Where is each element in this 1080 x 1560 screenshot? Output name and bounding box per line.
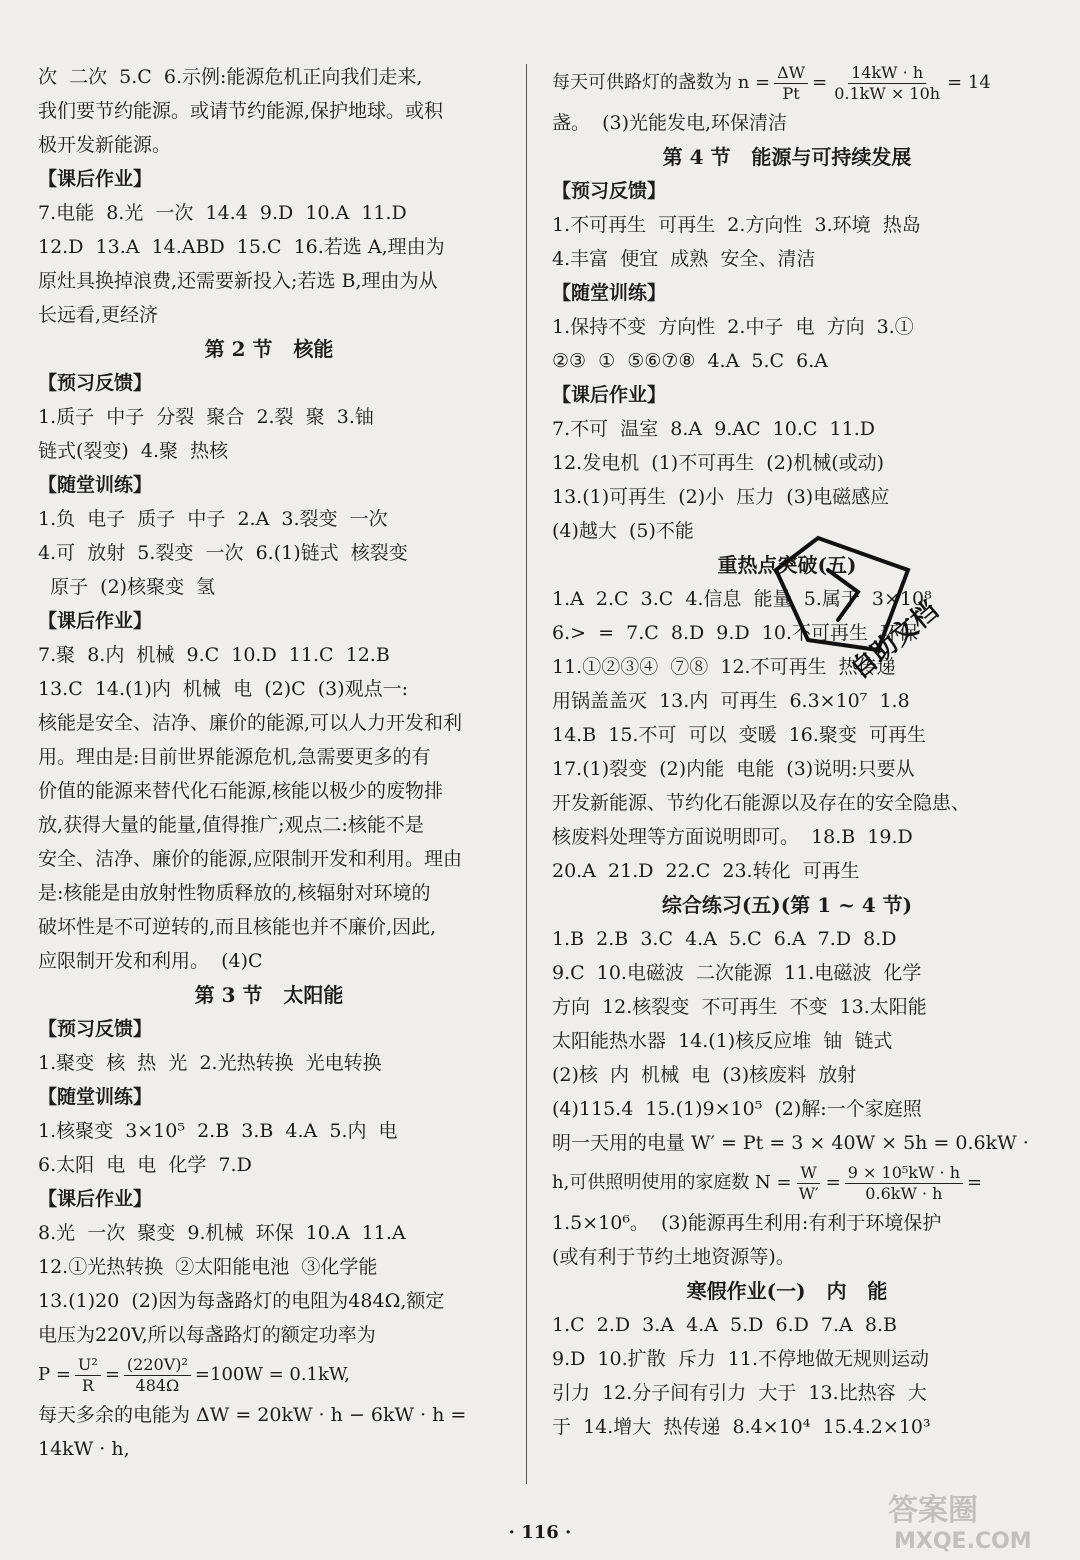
fraction [831, 63, 943, 104]
equals-sign: = [812, 72, 828, 93]
section-tag: 【课后作业】 [552, 384, 667, 406]
section-tag: 【随堂训练】 [38, 474, 153, 496]
numerator: 14kW · h [848, 63, 926, 84]
text-line: 1.核聚变 3×10⁵ 2.B 3.B 4.A 5.内 电 [38, 1120, 398, 1142]
section-tag: 【随堂训练】 [552, 282, 667, 304]
text-line: 7.不可 温室 8.A 9.AC 10.C 11.D [552, 418, 875, 440]
text-line: 1.质子 中子 分裂 聚合 2.裂 聚 3.铀 [38, 406, 374, 428]
denominator: 484Ω [135, 1375, 180, 1395]
formula-rhs: = 14 [947, 72, 991, 93]
text-line: 盏。 (3)光能发电,环保清洁 [552, 112, 788, 134]
text-line: 1.保持不变 方向性 2.中子 电 方向 3.① [552, 316, 914, 338]
power-formula [38, 1352, 500, 1398]
section-heading: 第 2 节 核能 [204, 337, 334, 361]
denominator: 0.6kW · h [865, 1183, 943, 1203]
text-line: 12.发电机 (1)不可再生 (2)机械(或动) [552, 452, 885, 474]
text-line: 于 14.增大 热传递 8.4×10⁴ 15.4.2×10³ [552, 1416, 931, 1438]
text-line: (4)越大 (5)不能 [552, 520, 694, 542]
text-line: 我们要节约能源。或请节约能源,保护地球。或积 [38, 100, 444, 122]
equals-sign: = [104, 1364, 120, 1385]
text-line: 14kW · h, [38, 1438, 130, 1460]
text-line: 1.负 电子 质子 中子 2.A 3.裂变 一次 [38, 508, 388, 530]
text-line: 安全、洁净、廉价的能源,应限制开发和利用。理由 [38, 848, 463, 870]
text-line: 用锅盖盖灭 13.内 可再生 6.3×10⁷ 1.8 [552, 690, 910, 712]
text-line: 4.可 放射 5.裂变 一次 6.(1)链式 核裂变 [38, 542, 408, 564]
text-line: 应限制开发和利用。 (4)C [38, 950, 263, 972]
text-line: 原子 (2)核聚变 氢 [38, 576, 216, 598]
section-heading: 寒假作业(一) 内 能 [686, 1279, 888, 1303]
svg-text:自助文档: 自助文档 [845, 595, 945, 686]
denominator: Pt [782, 83, 800, 103]
formula-rhs: =100W = 0.1kW, [194, 1364, 350, 1385]
fraction [124, 1355, 191, 1396]
text-line: 13.(1)20 (2)因为每盏路灯的电阻为484Ω,额定 [38, 1290, 445, 1312]
section-heading: 第 4 节 能源与可持续发展 [662, 145, 912, 169]
numerator: 9 × 10⁵kW · h [845, 1163, 963, 1184]
text-line: 用。理由是:目前世界能源危机,急需要更多的有 [38, 746, 431, 768]
section-tag: 【随堂训练】 [38, 1086, 153, 1108]
text-line: 开发新能源、节约化石能源以及存在的安全隐患、 [552, 792, 971, 814]
text-line: 1.A 2.C 3.C 4.信息 能量 5.属于 3×10⁸ [552, 588, 932, 610]
text-line: (2)核 内 机械 电 (3)核废料 放射 [552, 1064, 857, 1086]
text-line: 是:核能是由放射性物质释放的,核辐射对环境的 [38, 882, 431, 904]
section-tag: 【预习反馈】 [38, 372, 153, 394]
text-line: 11.①②③④ ⑦⑧ 12.不可再生 热传递 [552, 656, 896, 678]
text-line: 明一天用的电量 W′ = Pt = 3 × 40W × 5h = 0.6kW · [552, 1132, 1029, 1154]
left-column [38, 60, 500, 1466]
text-line: 核能是安全、洁净、廉价的能源,可以人力开发和利 [38, 712, 463, 734]
svg-text:答案圈: 答案圈 [888, 1493, 978, 1528]
text-line: 9.C 10.电磁波 二次能源 11.电磁波 化学 [552, 962, 922, 984]
text-line: 17.(1)裂变 (2)内能 电能 (3)说明:只要从 [552, 758, 915, 780]
fraction [796, 1163, 822, 1204]
numerator: U² [75, 1355, 101, 1376]
text-line: 12.D 13.A 14.ABD 15.C 16.若选 A,理由为 [38, 236, 445, 258]
right-column [552, 60, 1029, 1444]
denominator: W′ [798, 1183, 819, 1203]
text-line: 9.D 10.扩散 斥力 11.不停地做无规则运动 [552, 1348, 930, 1370]
svg-text:MXQE.COM: MXQE.COM [894, 1529, 1032, 1554]
denominator: 0.1kW × 10h [834, 83, 941, 103]
text-line: 8.光 一次 聚变 9.机械 环保 10.A 11.A [38, 1222, 406, 1244]
formula-lhs: h,可供照明使用的家庭数 N = [552, 1172, 792, 1193]
text-line: 1.B 2.B 3.C 4.A 5.C 6.A 7.D 8.D [552, 928, 897, 950]
denominator: R [81, 1375, 94, 1395]
numerator: ΔW [774, 63, 808, 84]
text-line: 太阳能热水器 14.(1)核反应堆 铀 链式 [552, 1030, 893, 1052]
text-line: 7.电能 8.光 一次 14.4 9.D 10.A 11.D [38, 202, 407, 224]
numerator: W [797, 1163, 819, 1184]
text-line: 6.太阳 电 电 化学 7.D [38, 1154, 252, 1176]
text-line: 20.A 21.D 22.C 23.转化 可再生 [552, 860, 860, 882]
text-line: 14.B 15.不可 可以 变暖 16.聚变 可再生 [552, 724, 927, 746]
text-line: 价值的能源来替代化石能源,核能以极少的废物排 [38, 780, 444, 802]
text-line: 12.①光热转换 ②太阳能电池 ③化学能 [38, 1256, 378, 1278]
text-line: 1.不可再生 可再生 2.方向性 3.环境 热岛 [552, 214, 921, 236]
section-tag: 【预习反馈】 [552, 180, 667, 202]
text-line: 13.(1)可再生 (2)小 压力 (3)电磁感应 [552, 486, 890, 508]
section-heading: 综合练习(五)(第 1 ~ 4 节) [661, 893, 913, 917]
text-line: 每天多余的电能为 ΔW = 20kW · h − 6kW · h = [38, 1404, 467, 1426]
watermark-logo [880, 1486, 1070, 1556]
formula-rhs: = [967, 1172, 983, 1193]
page-number: · 116 · [508, 1522, 572, 1543]
text-line: (4)115.4 15.(1)9×10⁵ (2)解:一个家庭照 [552, 1098, 922, 1120]
household-count-formula [552, 1160, 1022, 1206]
text-line: 链式(裂变) 4.聚 热核 [38, 440, 229, 462]
text-line: 核废料处理等方面说明即可。 18.B 19.D [552, 826, 913, 848]
text-line: 破坏性是不可逆转的,而且核能也并不廉价,因此, [38, 916, 437, 938]
text-line: 放,获得大量的能量,值得推广;观点二:核能不是 [38, 814, 424, 836]
text-line: 4.丰富 便宜 成熟 安全、清洁 [552, 248, 816, 270]
fraction [75, 1355, 101, 1396]
numerator: (220V)² [124, 1355, 191, 1376]
text-line: 电压为220V,所以每盏路灯的额定功率为 [38, 1324, 376, 1346]
fraction [774, 63, 808, 104]
text-line: 1.聚变 核 热 光 2.光热转换 光电转换 [38, 1052, 382, 1074]
text-line: 引力 12.分子间有引力 大于 13.比热容 大 [552, 1382, 927, 1404]
text-line: 方向 12.核裂变 不可再生 不变 13.太阳能 [552, 996, 927, 1018]
fraction [845, 1163, 963, 1204]
text-line: 13.C 14.(1)内 机械 电 (2)C (3)观点一: [38, 678, 409, 700]
text-line: 次 二次 5.C 6.示例:能源危机正向我们走来, [38, 66, 423, 88]
column-divider [526, 64, 527, 1484]
section-tag: 【课后作业】 [38, 1188, 153, 1210]
section-tag: 【课后作业】 [38, 610, 153, 632]
text-line: 7.聚 8.内 机械 9.C 10.D 11.C 12.B [38, 644, 390, 666]
formula-lhs: P = [38, 1364, 71, 1385]
formula-lhs: 每天可供路灯的盏数为 n = [552, 72, 771, 93]
section-tag: 【课后作业】 [38, 168, 153, 190]
section-tag: 【预习反馈】 [38, 1018, 153, 1040]
lamp-count-formula [552, 60, 1022, 106]
text-line: 极开发新能源。 [38, 134, 172, 156]
section-heading: 重热点突破(五) [717, 553, 857, 577]
text-line: 1.C 2.D 3.A 4.A 5.D 6.D 7.A 8.B [552, 1314, 897, 1336]
text-line: 原灶具换掉浪费,还需要新投入;若选 B,理由为从 [38, 270, 438, 292]
text-line: 1.5×10⁶。 (3)能源再生利用:有利于环境保护 [552, 1212, 942, 1234]
text-line: 6.> = 7.C 8.D 9.D 10.不可再生 环保 [552, 622, 919, 644]
text-line: ②③ ① ⑤⑥⑦⑧ 4.A 5.C 6.A [552, 350, 828, 372]
text-line: (或有利于节约土地资源等)。 [552, 1246, 795, 1268]
section-heading: 第 3 节 太阳能 [194, 983, 344, 1007]
text-line: 长远看,更经济 [38, 304, 159, 326]
equals-sign: = [825, 1172, 841, 1193]
